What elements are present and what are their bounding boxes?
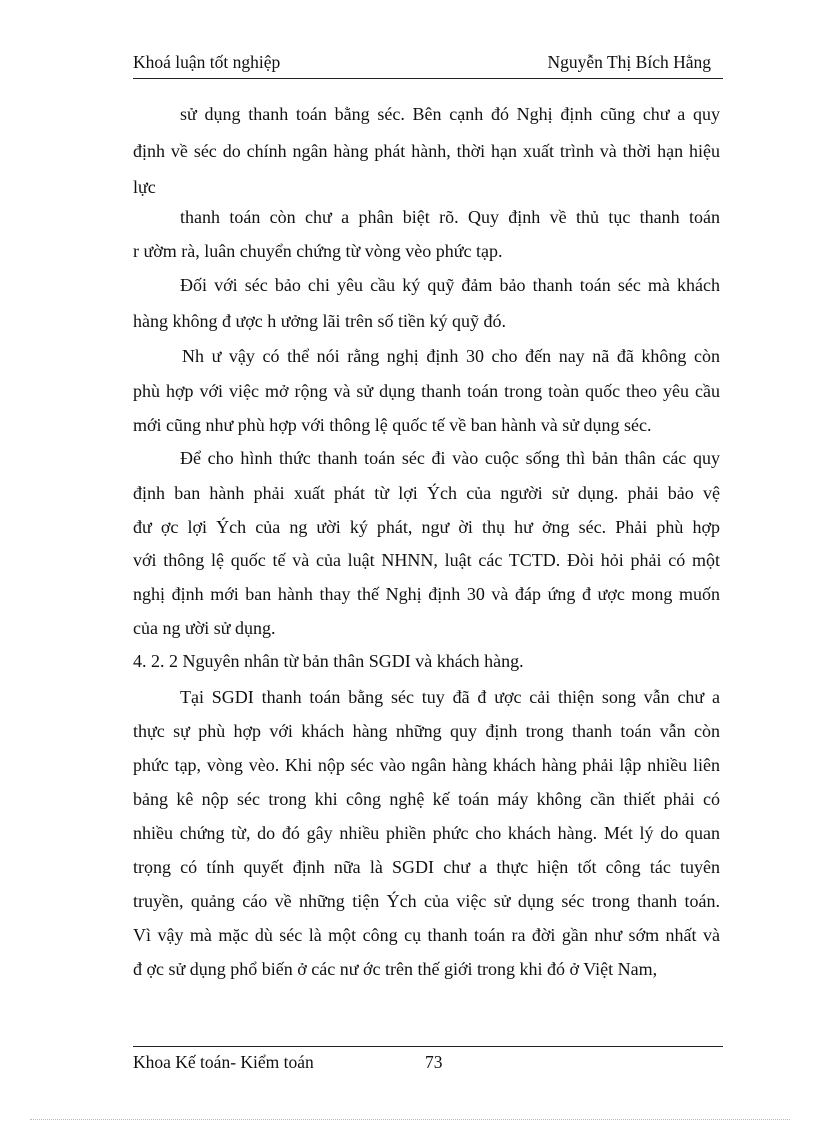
text-line: Vì vậy mà mặc dù séc là một công cụ thanh toán ra đời gần như sớm nhất và (133, 925, 720, 945)
text-line: bảng kê nộp séc trong khi công nghệ kế toán máy không cần thiết phải có (133, 789, 720, 809)
page-bottom-edge (30, 1119, 790, 1120)
text-line: nhiều chứng từ, do đó gây nhiều phiền phức cho khách hàng. Mét lý do quan (133, 823, 720, 843)
text-line: trọng có tính quyết định nữa là SGDI chư a thực hiện tốt công tác tuyên (133, 857, 720, 877)
text-line: đ ợc sử dụng phổ biến ở các nư ớc trên thế giới trong khi đó ở Việt Nam, (133, 959, 658, 979)
text-line: định ban hành phải xuất phát từ lợi Ých của người sử dụng. phải bảo vệ (133, 483, 720, 503)
text-line: lực (133, 177, 156, 197)
text-line: Đối với séc bảo chi yêu cầu ký quỹ đảm bảo thanh toán séc mà khách (180, 275, 720, 295)
header-author-name: Nguyễn Thị Bích Hằng (547, 52, 711, 72)
text-line: phức tạp, vòng vèo. Khi nộp séc vào ngân hàng khách hàng phải lập nhiều liên (133, 755, 720, 775)
text-line: sử dụng thanh toán bằng séc. Bên cạnh đó Nghị định cũng chư a quy (180, 104, 720, 124)
text-line: của ng ười sử dụng. (133, 618, 276, 638)
page-header (133, 52, 723, 79)
text-line: định về séc do chính ngân hàng phát hành, thời hạn xuất trình và thời hạn hiệu (133, 141, 720, 161)
text-line: phù hợp với việc mở rộng và sử dụng thanh toán trong toàn quốc theo yêu cầu (133, 381, 720, 401)
text-line: thực sự phù hợp với khách hàng những quy định trong thanh toán vẫn còn (133, 721, 720, 741)
text-line: hàng không đ ược h ưởng lãi trên số tiền ký quỹ đó. (133, 311, 506, 331)
text-line: Nh ư vậy có thể nói rằng nghị định 30 cho đến nay nã đã không còn (182, 346, 720, 366)
page-number: 73 (425, 1052, 443, 1072)
footer-department: Khoa Kế toán- Kiểm toán (133, 1052, 314, 1072)
text-line: r ườm rà, luân chuyển chứng từ vòng vèo phức tạp. (133, 241, 503, 261)
text-line: truyền, quảng cáo về những tiện Ých của việc sử dụng séc trong thanh toán. (133, 891, 720, 911)
text-line: đư ợc lợi Ých của ng ười ký phát, ngư ời thụ hư ởng séc. Phải phù hợp (133, 517, 720, 537)
text-line: mới cũng như phù hợp với thông lệ quốc tế về ban hành và sử dụng séc. (133, 415, 652, 435)
text-line: nghị định mới ban hành thay thế Nghị định 30 và đáp ứng đ ược mong muốn (133, 584, 720, 604)
text-line: Tại SGDI thanh toán bằng séc tuy đã đ ược cải thiện song vẫn chư a (180, 687, 720, 707)
footer-divider (133, 1046, 723, 1047)
text-line: với thông lệ quốc tế và của luật NHNN, luật các TCTD. Đòi hỏi phải có một (133, 550, 720, 570)
text-line: Để cho hình thức thanh toán séc đi vào cuộc sống thì bản thân các quy (180, 448, 720, 468)
text-line: thanh toán còn chư a phân biệt rõ. Quy định về thủ tục thanh toán (180, 207, 720, 227)
section-heading: 4. 2. 2 Nguyên nhân từ bản thân SGDI và khách hàng. (133, 651, 524, 671)
header-thesis-title: Khoá luận tốt nghiệp (133, 52, 281, 72)
